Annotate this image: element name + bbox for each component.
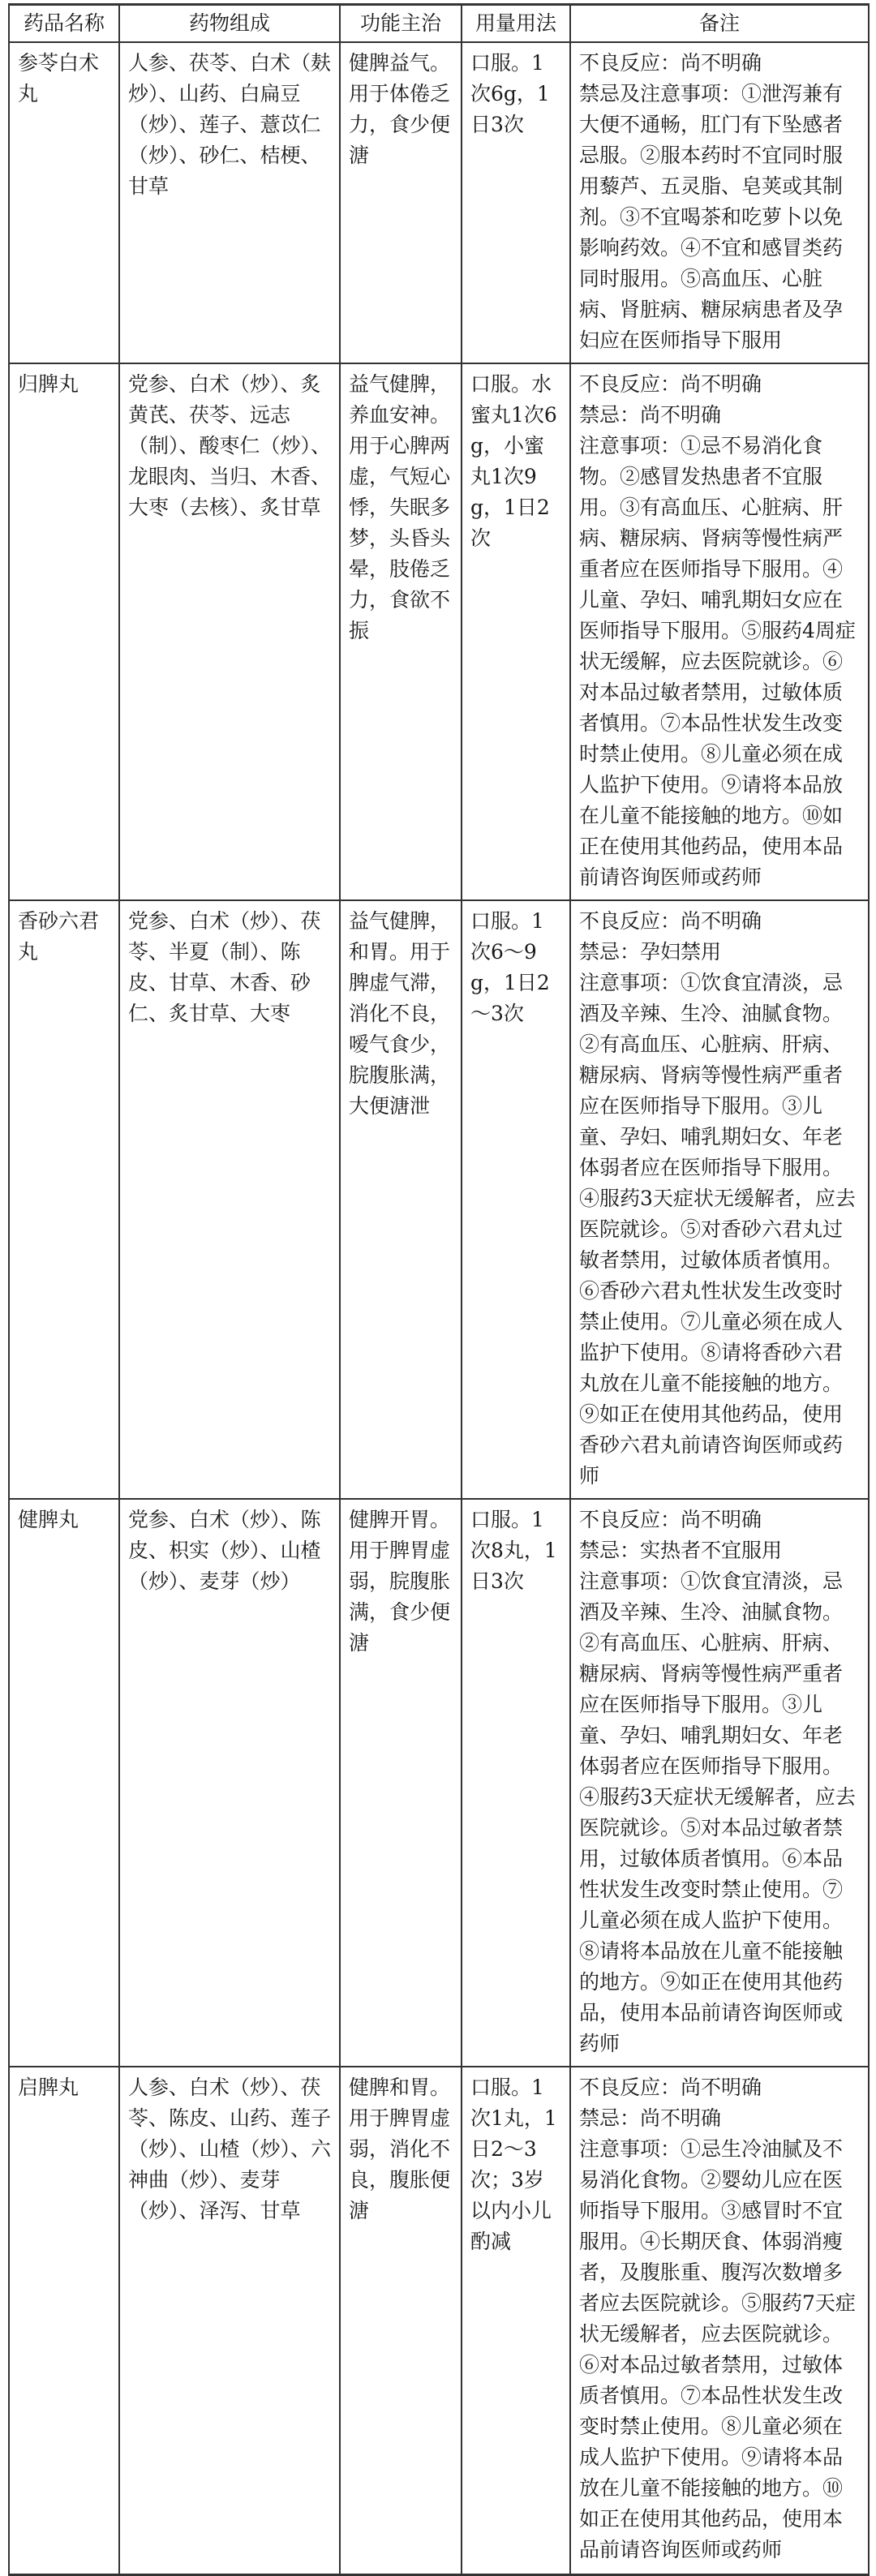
cell-name: 参苓白术丸 (9, 42, 119, 363)
cell-name: 健脾丸 (9, 1499, 119, 2067)
cell-dosage: 口服。水蜜丸1次6g，小蜜丸1次9g，1日2次 (462, 363, 570, 900)
cell-composition: 人参、茯苓、白术（麸炒）、山药、白扁豆（炒）、莲子、薏苡仁（炒）、砂仁、桔梗、甘草 (119, 42, 340, 363)
note-line: 禁忌：尚不明确 (579, 403, 722, 427)
table-header (9, 5, 869, 43)
cell-composition: 党参、白术（炒）、炙黄芪、茯苓、远志（制）、酸枣仁（炒）、龙眼肉、当归、木香、大枣（去核）、炙甘草 (119, 363, 340, 900)
cell-dosage: 口服。1次8丸，1日3次 (462, 1499, 570, 2067)
cell-dosage: 口服。1次6～9g，1日2～3次 (462, 900, 570, 1499)
cell-name: 归脾丸 (9, 363, 119, 900)
note-line: 注意事项：①忌生冷油腻及不易消化食物。②婴幼儿应在医师指导下服用。③感冒时不宜服用。④长期厌食、体弱消瘦者，及腹胀重、腹泻次数增多者应去医院就诊。⑤服药7天症状无缓解者，应去医院就诊。⑥对本品过敏者禁用，过敏体质者慎用。⑦本品性状发生改变时禁止使用。⑧儿童必须在成人监护下使用。⑨请将本品放在儿童不能接触的地方。⑩如正在使用其他药品，使用本品前请咨询医师或药师 (579, 2137, 856, 2561)
cell-notes (570, 900, 869, 1499)
note-line: 禁忌：尚不明确 (579, 2106, 722, 2130)
note-line: 不良反应：尚不明确 (579, 909, 762, 933)
table-row (9, 1499, 869, 2067)
note-line: 禁忌：孕妇禁用 (579, 940, 722, 964)
cell-composition: 人参、白术（炒）、茯苓、陈皮、山药、莲子（炒）、山楂（炒）、六神曲（炒）、麦芽（炒）、泽泻、甘草 (119, 2067, 340, 2575)
cell-name: 启脾丸 (9, 2067, 119, 2575)
note-line: 注意事项：①饮食宜清淡，忌酒及辛辣、生冷、油腻食物。②有高血压、心脏病、肝病、糖尿病、肾病等慢性病严重者应在医师指导下服用。③儿童、孕妇、哺乳期妇女、年老体弱者应在医师指导下服用。④服药3天症状无缓解者，应去医院就诊。⑤对香砂六君丸过敏者禁用，过敏体质者慎用。⑥香砂六君丸性状发生改变时禁止使用。⑦儿童必须在成人监护下使用。⑧请将香砂六君丸放在儿童不能接触的地方。⑨如正在使用其他药品，使用香砂六君丸前请咨询医师或药师 (579, 971, 856, 1488)
note-line: 注意事项：①饮食宜清淡，忌酒及辛辣、生冷、油腻食物。②有高血压、心脏病、肝病、糖尿病、肾病等慢性病严重者应在医师指导下服用。③儿童、孕妇、哺乳期妇女、年老体弱者应在医师指导下服用。④服药3天症状无缓解者，应去医院就诊。⑤对本品过敏者禁用，过敏体质者慎用。⑥本品性状发生改变时禁止使用。⑦儿童必须在成人监护下使用。⑧请将本品放在儿童不能接触的地方。⑨如正在使用其他药品，使用本品前请咨询医师或药师 (579, 1569, 856, 2055)
note-line: 不良反应：尚不明确 (579, 372, 762, 396)
cell-indication: 益气健脾，养血安神。用于心脾两虚，气短心悸，失眠多梦，头昏头晕，肢倦乏力，食欲不振 (340, 363, 462, 900)
header-composition: 药物组成 (119, 5, 340, 43)
cell-indication: 健脾益气。用于体倦乏力，食少便溏 (340, 42, 462, 363)
cell-indication: 健脾开胃。用于脾胃虚弱，脘腹胀满，食少便溏 (340, 1499, 462, 2067)
cell-dosage: 口服。1次1丸，1日2～3次；3岁以内小儿酌减 (462, 2067, 570, 2575)
cell-dosage: 口服。1次6g，1日3次 (462, 42, 570, 363)
table-row (9, 363, 869, 900)
header-notes: 备注 (570, 5, 869, 43)
note-line: 禁忌及注意事项：①泄泻兼有大便不通畅，肛门有下坠感者忌服。②服本药时不宜同时服用藜芦、五灵脂、皂荚或其制剂。③不宜喝茶和吃萝卜以免影响药效。④不宜和感冒类药同时服用。⑤高血压、心脏病、肾脏病、糖尿病患者及孕妇应在医师指导下服用 (579, 82, 844, 352)
cell-notes (570, 363, 869, 900)
header-name: 药品名称 (9, 5, 119, 43)
cell-composition: 党参、白术（炒）、茯苓、半夏（制）、陈皮、甘草、木香、砂仁、炙甘草、大枣 (119, 900, 340, 1499)
note-line: 禁忌：实热者不宜服用 (579, 1539, 783, 1562)
cell-notes (570, 2067, 869, 2575)
cell-indication: 益气健脾，和胃。用于脾虚气滞，消化不良，嗳气食少，脘腹胀满，大便溏泄 (340, 900, 462, 1499)
note-line: 不良反应：尚不明确 (579, 1508, 762, 1531)
cell-notes (570, 42, 869, 363)
note-line: 不良反应：尚不明确 (579, 51, 762, 75)
table-row (9, 900, 869, 1499)
table-row (9, 2067, 869, 2575)
table-row (9, 42, 869, 363)
cell-notes (570, 1499, 869, 2067)
note-line: 不良反应：尚不明确 (579, 2076, 762, 2099)
header-indication: 功能主治 (340, 5, 462, 43)
note-line: 注意事项：①忌不易消化食物。②感冒发热患者不宜服用。③有高血压、心脏病、肝病、糖尿病、肾病等慢性病严重者应在医师指导下服用。④儿童、孕妇、哺乳期妇女应在医师指导下服用。⑤服药4周症状无缓解，应去医院就诊。⑥对本品过敏者禁用，过敏体质者慎用。⑦本品性状发生改变时禁止使用。⑧儿童必须在成人监护下使用。⑨请将本品放在儿童不能接触的地方。⑩如正在使用其他药品，使用本品前请咨询医师或药师 (579, 434, 856, 889)
header-dosage: 用量用法 (462, 5, 570, 43)
cell-indication: 健脾和胃。用于脾胃虚弱，消化不良，腹胀便溏 (340, 2067, 462, 2575)
cell-composition: 党参、白术（炒）、陈皮、枳实（炒）、山楂（炒）、麦芽（炒） (119, 1499, 340, 2067)
header-row (9, 5, 869, 43)
medicine-table (8, 3, 870, 2576)
table-body (9, 42, 869, 2575)
cell-name: 香砂六君丸 (9, 900, 119, 1499)
